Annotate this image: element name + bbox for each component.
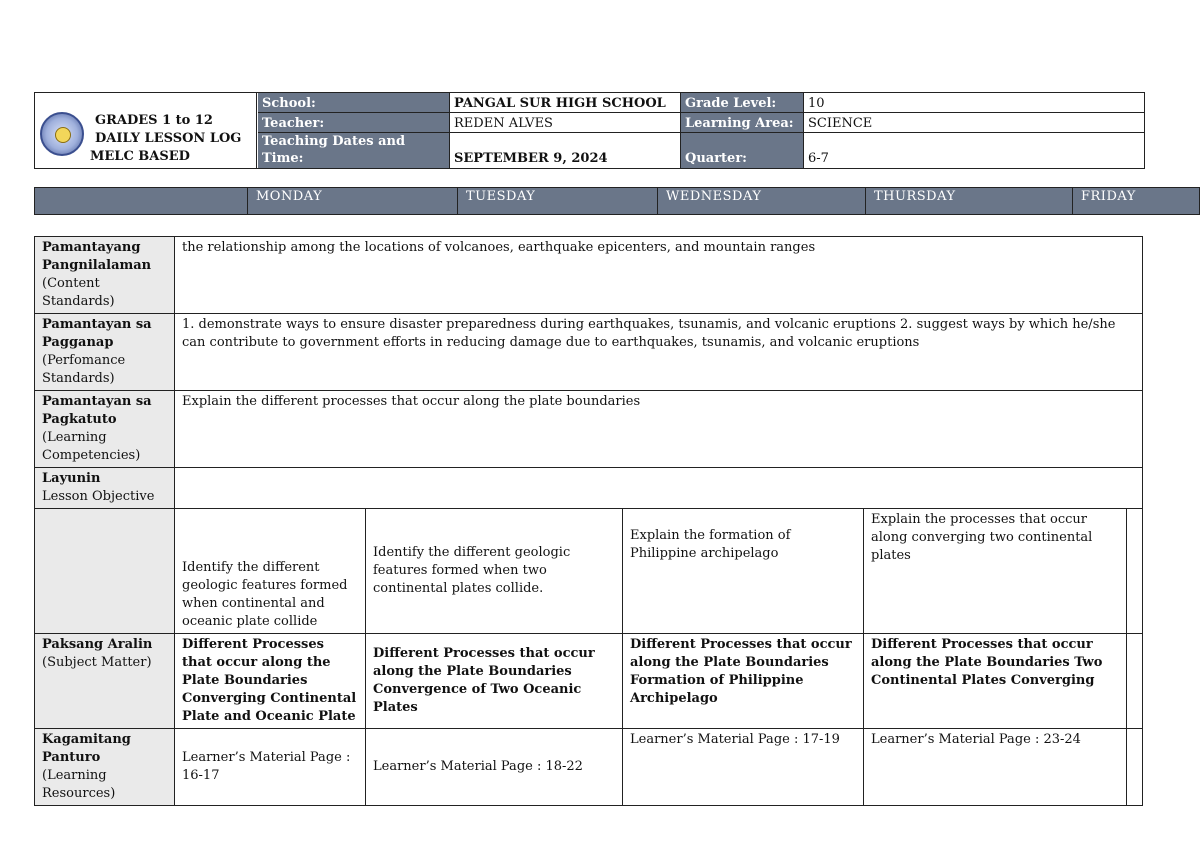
row-objectives-by-day [35,509,1143,634]
resources-friday [1127,729,1143,806]
performance-standards-text: 1. demonstrate ways to ensure disaster preparedness during earthquakes, tsunamis, and volcanic eruptions 2. suggest ways by which he/she can contribute to government efforts in reducing damage due to earthquakes, tsunamis, and volcanic eruptions [175,314,1143,391]
subject-friday [1127,634,1143,729]
subject-monday: Different Processes that occur along the Plate Boundaries Converging Continental Plate and Oceanic Plate [175,634,366,729]
day-thursday: THURSDAY [865,187,1072,215]
objective-friday [1127,509,1143,634]
content-standards-label-cell [35,237,175,314]
content-standards-text: the relationship among the locations of volcanoes, earthquake epicenters, and mountain ranges [175,237,1143,314]
objective-monday: Identify the different geologic features formed when continental and oceanic plate collide [175,509,366,634]
row-objective [35,468,1143,509]
competencies-text: Explain the different processes that occur along the plate boundaries [175,391,1143,468]
subject-matter-sub: (Subject Matter) [42,655,152,670]
objective-sub: Lesson Objective [42,489,155,504]
objective-label: Layunin [42,471,101,486]
performance-standards-sub: (Perfomance Standards) [42,353,126,386]
row-content-standards [35,237,1143,314]
resources-label: Kagamitang Panturo [42,732,131,765]
objective-text [175,468,1143,509]
objective-tuesday: Identify the different geologic features formed when two continental plates collide. [366,509,623,634]
subject-tuesday: Different Processes that occur along the Plate Boundaries Convergence of Two Oceanic Plates [366,634,623,729]
subject-wednesday: Different Processes that occur along the Plate Boundaries Formation of Philippine Archipelago [623,634,864,729]
content-standards-label: Pamantayang Pangnilalaman [42,240,152,273]
day-wednesday: WEDNESDAY [657,187,865,215]
row-subject-matter [35,634,1143,729]
competencies-label-cell [35,391,175,468]
resources-monday: Learner’s Material Page : 16-17 [175,729,366,806]
day-friday: FRIDAY [1072,187,1200,215]
performance-standards-label: Pamantayan sa Pagganap [42,317,152,350]
performance-standards-label-cell [35,314,175,391]
title-line-2: DAILY LESSON LOG [95,131,242,146]
objective-label-cell [35,468,175,509]
objective-wednesday: Explain the formation of Philippine archipelago [623,509,864,634]
day-monday: MONDAY [247,187,457,215]
subject-thursday: Different Processes that occur along the Plate Boundaries Two Continental Plates Converging [864,634,1127,729]
row-competencies [35,391,1143,468]
teacher-value: REDEN ALVES [450,113,681,133]
lesson-table [34,236,1143,806]
objective-thursday: Explain the processes that occur along converging two continental plates [864,509,1127,634]
grade-label: Grade Level: [681,93,804,113]
objectives-label-cell [35,509,175,634]
area-value: SCIENCE [804,113,1144,133]
teacher-label: Teacher: [258,113,450,133]
day-tuesday: TUESDAY [457,187,657,215]
dates-label: Teaching Dates and Time: [258,133,450,168]
subject-matter-label: Paksang Aralin [42,637,153,652]
grade-value: 10 [804,93,1144,113]
resources-label-cell [35,729,175,806]
area-label: Learning Area: [681,113,804,133]
title-line-1: GRADES 1 to 12 [95,113,213,128]
row-performance-standards [35,314,1143,391]
quarter-value: 6-7 [804,133,1144,168]
resources-sub: (Learning Resources) [42,768,116,801]
school-value: PANGAL SUR HIGH SCHOOL [450,93,681,113]
competencies-label: Pamantayan sa Pagkatuto [42,394,152,427]
row-resources [35,729,1143,806]
resources-tuesday: Learner’s Material Page : 18-22 [366,729,623,806]
dates-value: SEPTEMBER 9, 2024 [450,133,681,168]
subject-matter-label-cell [35,634,175,729]
quarter-label: Quarter: [681,133,804,168]
resources-thursday: Learner’s Material Page : 23-24 [864,729,1127,806]
competencies-sub: (Learning Competencies) [42,430,141,463]
resources-wednesday: Learner’s Material Page : 17-19 [623,729,864,806]
deped-seal-icon [40,112,84,156]
content-standards-sub: (Content Standards) [42,276,115,309]
title-line-3: MELC BASED [90,149,190,164]
school-label: School: [258,93,450,113]
